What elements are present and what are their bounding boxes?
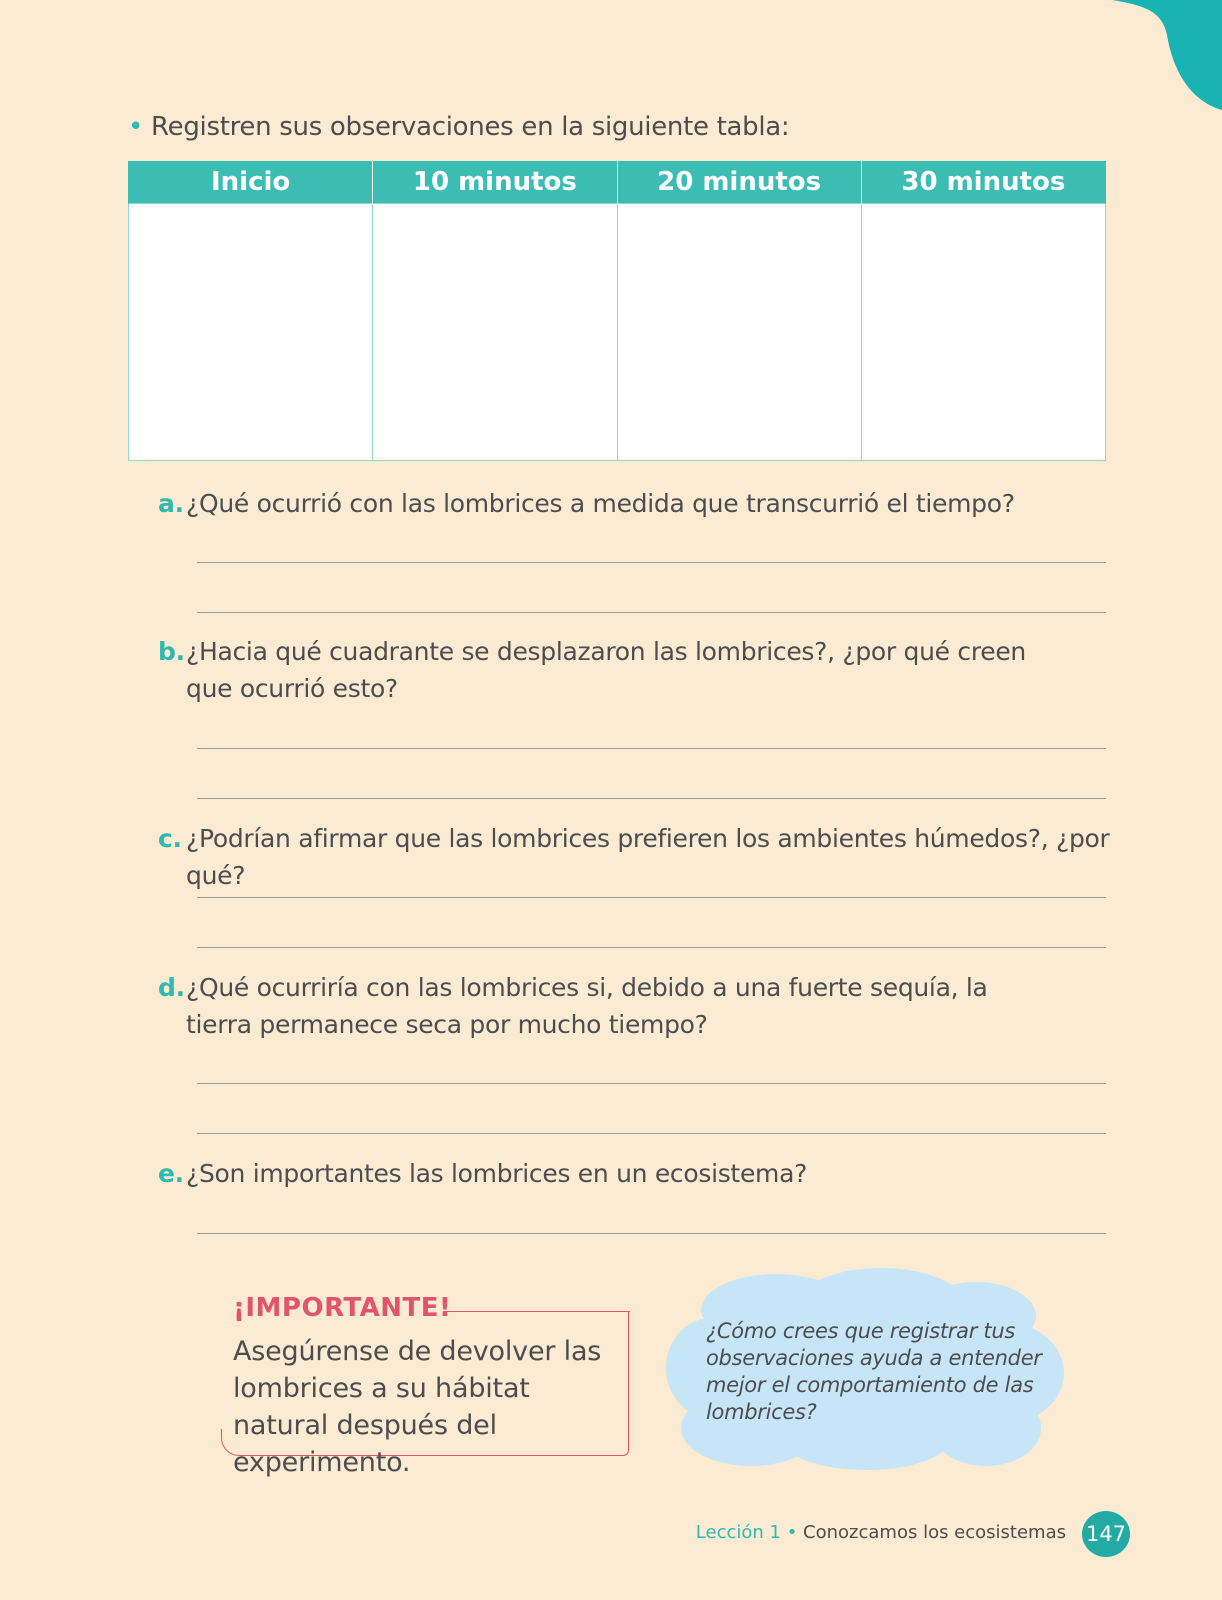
question-text: ¿Podrían afirmar que las lombrices prefieren los ambientes húmedos?, ¿por qué? bbox=[186, 824, 1110, 890]
answer-line-d1[interactable] bbox=[197, 1083, 1106, 1084]
important-text: Asegúrense de devolver las lombrices a su hábitat natural después del experimento. bbox=[233, 1336, 602, 1478]
observation-table bbox=[128, 161, 1106, 461]
footer-separator: • bbox=[780, 1522, 804, 1543]
observation-cell-10-minutos[interactable] bbox=[373, 204, 617, 461]
question-letter: a. bbox=[158, 489, 184, 518]
question-d bbox=[158, 969, 1038, 1043]
answer-line-b1[interactable] bbox=[197, 748, 1106, 749]
answer-line-c1[interactable] bbox=[197, 897, 1106, 898]
question-text: ¿Son importantes las lombrices en un ecosistema? bbox=[186, 1159, 808, 1188]
observation-cell-30-minutos[interactable] bbox=[861, 204, 1105, 461]
question-text: ¿Qué ocurrió con las lombrices a medida que transcurrió el tiempo? bbox=[186, 489, 1015, 518]
column-header-10-minutos: 10 minutos bbox=[373, 161, 617, 204]
answer-line-b2[interactable] bbox=[197, 798, 1106, 799]
question-letter: c. bbox=[158, 824, 182, 853]
question-b bbox=[158, 633, 1038, 707]
answer-line-d2[interactable] bbox=[197, 1133, 1106, 1134]
question-letter: b. bbox=[158, 637, 185, 666]
page-footer bbox=[696, 1522, 1066, 1543]
reflection-question: ¿Cómo crees que registrar tus observaciones ayuda a entender mejor el comportamiento de las lombrices? bbox=[706, 1319, 1042, 1424]
column-header-inicio: Inicio bbox=[129, 161, 373, 204]
question-text: ¿Qué ocurriría con las lombrices si, debido a una fuerte sequía, la tierra permanece seca por mucho tiempo? bbox=[186, 973, 988, 1039]
table-instruction: • Registren sus observaciones en la siguiente tabla: bbox=[128, 112, 790, 142]
question-a bbox=[158, 485, 1108, 522]
answer-line-e1[interactable] bbox=[197, 1233, 1106, 1234]
question-e bbox=[158, 1155, 1108, 1192]
question-letter: d. bbox=[158, 973, 185, 1002]
question-text: ¿Hacia qué cuadrante se desplazaron las lombrices?, ¿por qué creen que ocurrió esto? bbox=[186, 637, 1026, 703]
observation-cell-20-minutos[interactable] bbox=[617, 204, 861, 461]
bullet-icon: • bbox=[128, 112, 144, 142]
answer-line-a2[interactable] bbox=[197, 612, 1106, 613]
important-title: ¡IMPORTANTE! bbox=[233, 1293, 452, 1323]
question-letter: e. bbox=[158, 1159, 184, 1188]
answer-line-a1[interactable] bbox=[197, 562, 1106, 563]
column-header-20-minutos: 20 minutos bbox=[617, 161, 861, 204]
page-number-badge: 147 bbox=[1082, 1511, 1130, 1557]
corner-decoration bbox=[1112, 0, 1222, 115]
question-c bbox=[158, 820, 1128, 894]
lesson-label: Lección 1 bbox=[695, 1522, 781, 1543]
column-header-30-minutos: 30 minutos bbox=[861, 161, 1105, 204]
important-frame-top bbox=[443, 1311, 630, 1312]
observation-cell-inicio[interactable] bbox=[129, 204, 373, 461]
answer-line-c2[interactable] bbox=[197, 947, 1106, 948]
lesson-topic: Conozcamos los ecosistemas bbox=[803, 1522, 1066, 1543]
